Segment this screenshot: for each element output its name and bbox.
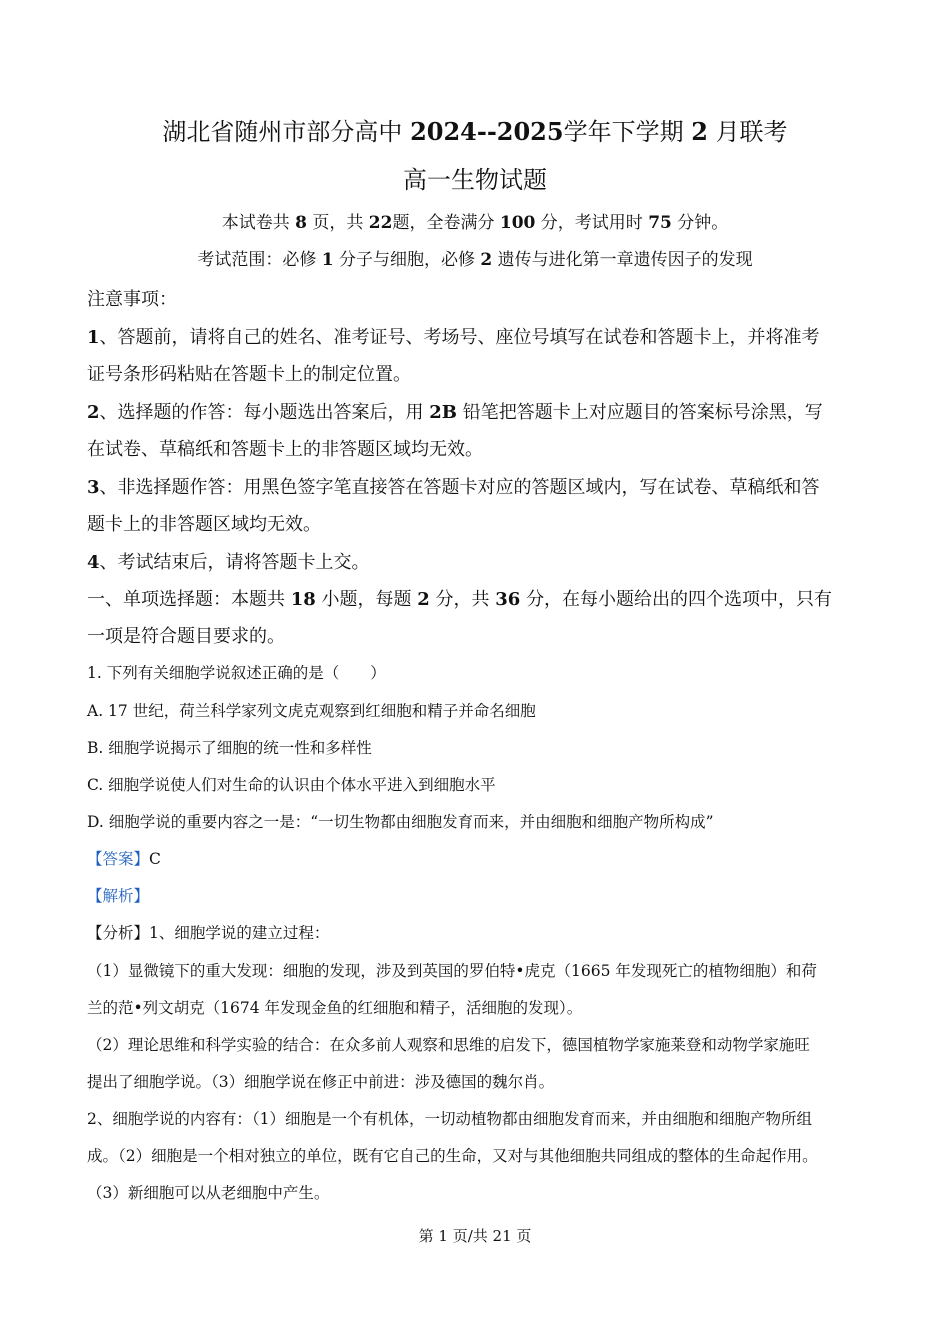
info-text: 分钟。 xyxy=(677,213,729,233)
answer-label: 【答案】 xyxy=(87,850,150,868)
note-number: 1 xyxy=(87,327,100,348)
title-month: 2 xyxy=(691,117,708,146)
scope-number: 1 xyxy=(321,250,334,270)
section-text: 分，共 xyxy=(435,589,490,610)
info-text: 页，共 xyxy=(312,213,364,233)
note-number: 2 xyxy=(87,402,100,423)
question-1-option-b: B. 细胞学说揭示了细胞的统一性和多样性 xyxy=(87,739,372,757)
note-1-line2: 证号条形码粘贴在答题卡上的制定位置。 xyxy=(87,364,411,385)
note-4-line1 xyxy=(87,550,877,576)
analysis-p1-line2: 兰的范•列文胡克（1674 年发现金鱼的红细胞和精子，活细胞的发现）。 xyxy=(87,999,583,1017)
title-mid: 学年下学期 xyxy=(563,118,684,146)
info-text: 本试卷共 xyxy=(221,213,290,233)
info-text: 题，全卷满分 xyxy=(392,213,495,233)
note-number: 4 xyxy=(87,552,100,573)
footer-text: 页 xyxy=(516,1227,532,1245)
footer-page-number: 1 xyxy=(438,1227,448,1245)
note-1-line1 xyxy=(87,325,877,351)
section-total: 36 xyxy=(495,589,521,610)
note-text: 、考试结束后，请将答题卡上交。 xyxy=(99,552,370,573)
scope-number: 2 xyxy=(480,250,493,270)
page-footer xyxy=(0,1226,950,1246)
analysis-p2-line1: （2）理论思维和科学实验的结合：在众多前人观察和思维的启发下，德国植物学家施莱登和动物学家施旺 xyxy=(87,1036,810,1054)
analysis-label: 【解析】 xyxy=(87,887,150,905)
title-years: 2024--2025 xyxy=(410,117,564,146)
question-1-option-a: A. 17 世纪，荷兰科学家列文虎克观察到红细胞和精子并命名细胞 xyxy=(87,702,536,720)
analysis-p1-line1: （1）显微镜下的重大发现：细胞的发现，涉及到英国的罗伯特•虎克（1665 年发现死亡的植物细胞）和荷 xyxy=(87,962,817,980)
exam-info-line xyxy=(0,211,950,235)
fenxi-line xyxy=(87,922,877,944)
footer-text: 页/共 xyxy=(452,1227,488,1245)
question-1-option-c: C. 细胞学说使人们对生命的认识由个体水平进入到细胞水平 xyxy=(87,776,496,794)
section-text: 小题，每题 xyxy=(321,589,412,610)
analysis-p3-line3: （3）新细胞可以从老细胞中产生。 xyxy=(87,1184,330,1202)
section-each: 2 xyxy=(417,589,430,610)
info-minutes: 75 xyxy=(648,213,672,233)
section-text: 一、单项选择题：本题共 xyxy=(87,589,285,610)
analysis-p3-line2: 成。（2）细胞是一个相对独立的单位，既有它自己的生命，又对与其他细胞共同组成的整体的生命起作用。 xyxy=(87,1147,818,1165)
answer-value: C xyxy=(149,850,161,868)
info-questions: 22 xyxy=(368,213,393,233)
footer-total-pages: 21 xyxy=(492,1227,512,1245)
question-1-stem: 1. 下列有关细胞学说叙述正确的是（ ） xyxy=(87,664,386,682)
note-3-line2: 题卡上的非答题区域均无效。 xyxy=(87,514,321,535)
scope-text: 遗传与进化第一章遗传因子的发现 xyxy=(497,250,753,270)
note-bold: 2B xyxy=(429,402,458,423)
note-text: 、非选择题作答：用黑色签字笔直接答在答题卡对应的答题区域内，写在试卷、草稿纸和答 xyxy=(99,477,820,498)
notes-heading: 注意事项： xyxy=(87,289,177,310)
note-2-line1 xyxy=(87,400,877,426)
title-suffix: 月联考 xyxy=(715,118,788,146)
title-prefix: 湖北省随州市部分高中 xyxy=(162,118,403,146)
info-text: 分，考试用时 xyxy=(540,213,643,233)
note-2-line2: 在试卷、草稿纸和答题卡上的非答题区域均无效。 xyxy=(87,439,483,460)
section-1-line2: 一项是符合题目要求的。 xyxy=(87,626,285,647)
section-count: 18 xyxy=(290,589,316,610)
answer-line xyxy=(87,848,877,870)
footer-text: 第 xyxy=(418,1227,434,1245)
scope-text: 分子与细胞，必修 xyxy=(339,250,475,270)
fenxi-text: 1、细胞学说的建立过程： xyxy=(149,924,330,942)
note-text: 铅笔把答题卡上对应题目的答案标号涂黑，写 xyxy=(462,402,823,423)
info-score: 100 xyxy=(499,213,536,233)
scope-text: 考试范围：必修 xyxy=(197,250,317,270)
exam-scope-line xyxy=(0,248,950,272)
analysis-p3-line1: 2、细胞学说的内容有：（1）细胞是一个有机体，一切动植物都由细胞发育而来，并由细胞和细胞产物所组 xyxy=(87,1110,812,1128)
exam-title xyxy=(0,116,950,148)
note-number: 3 xyxy=(87,477,100,498)
section-1-line1 xyxy=(87,587,877,613)
note-3-line1 xyxy=(87,475,877,501)
exam-subtitle: 高一生物试题 xyxy=(403,166,547,194)
section-text: 分，在每小题给出的四个选项中，只有 xyxy=(526,589,833,610)
question-1-option-d: D. 细胞学说的重要内容之一是：“一切生物都由细胞发育而来，并由细胞和细胞产物所构成” xyxy=(87,813,714,831)
info-pages: 8 xyxy=(295,213,307,233)
note-text: 、选择题的作答：每小题选出答案后，用 xyxy=(99,402,424,423)
note-text: 、答题前，请将自己的姓名、准考证号、考场号、座位号填写在试卷和答题卡上，并将准考 xyxy=(99,327,820,348)
analysis-p2-line2: 提出了细胞学说。（3）细胞学说在修正中前进：涉及德国的魏尔肖。 xyxy=(87,1073,555,1091)
fenxi-label: 【分析】 xyxy=(87,924,150,942)
